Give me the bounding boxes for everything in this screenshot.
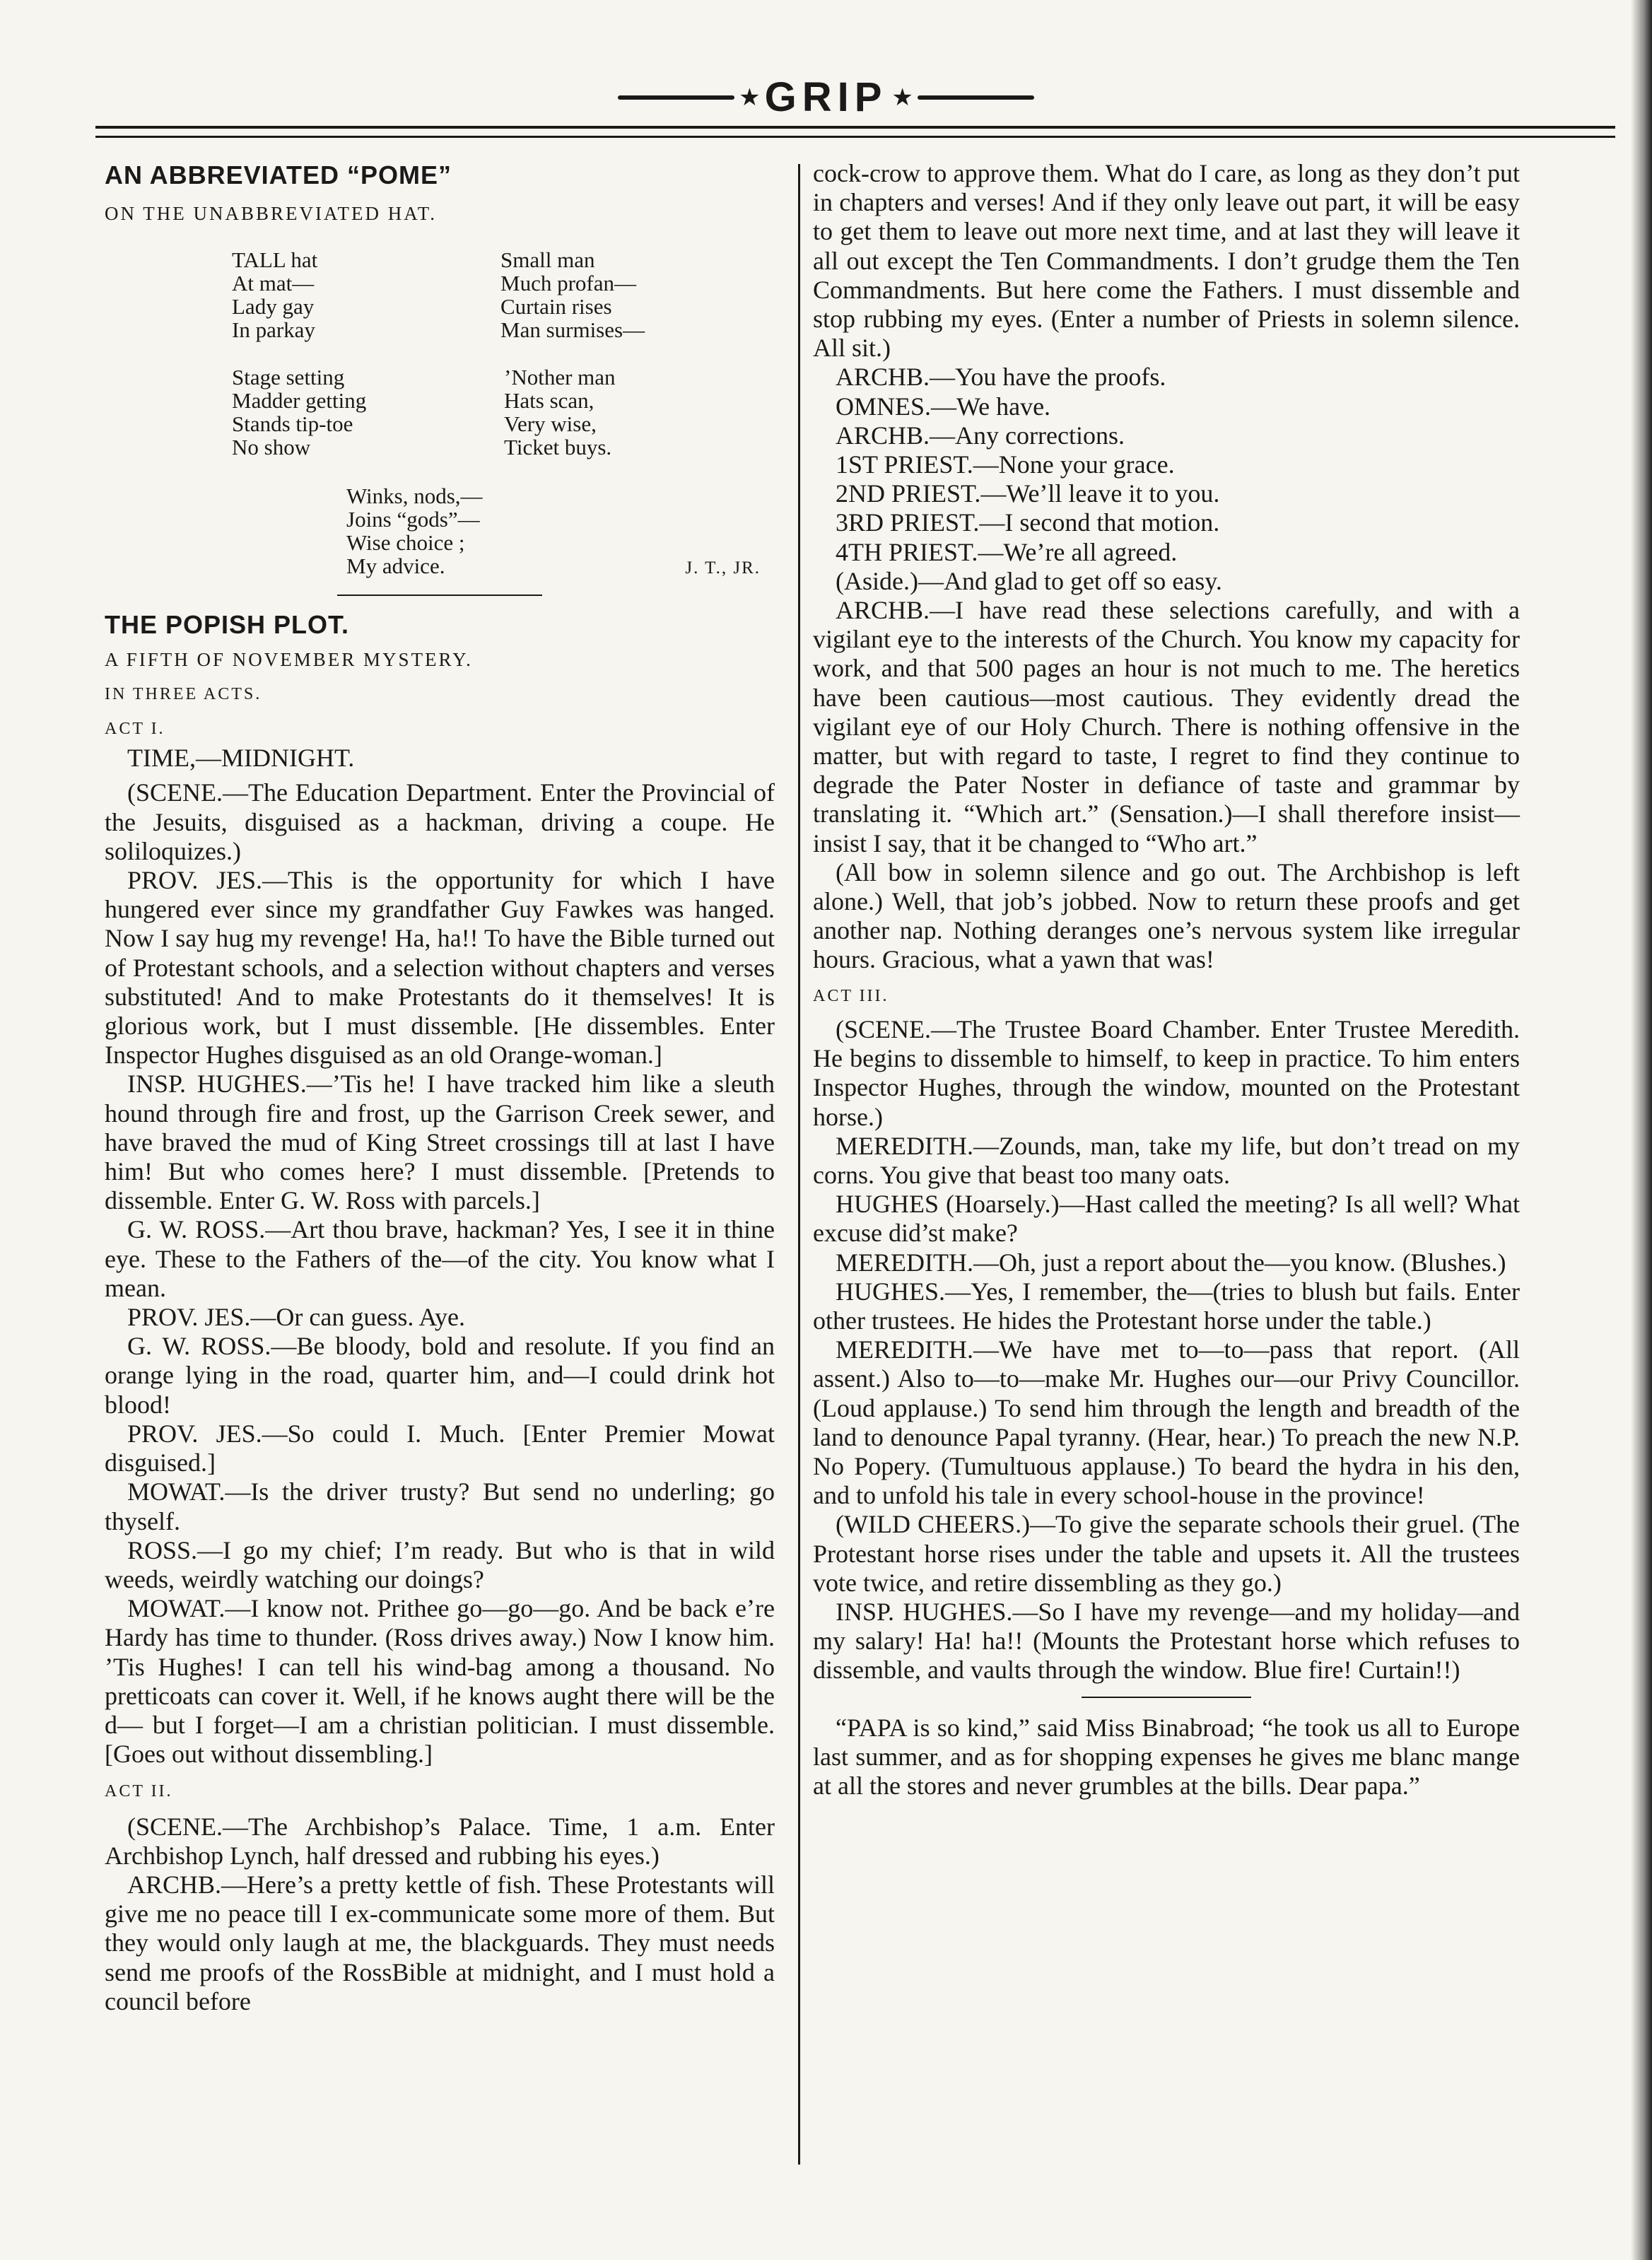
act-1-heading: ACT I. bbox=[105, 720, 165, 739]
header-rule bbox=[95, 126, 1615, 129]
verse-line: Madder getting bbox=[232, 388, 367, 414]
act-2-line: OMNES.—We have. bbox=[836, 392, 1051, 421]
pome-subtitle: ON THE UNABBREVIATED HAT. bbox=[105, 203, 437, 225]
act-3-paragraph: HUGHES (Hoarsely.)—Hast called the meeting? Is all well? What excuse did’st make? bbox=[813, 1190, 1520, 1248]
act-2-heading: ACT II. bbox=[105, 1782, 173, 1801]
act-3-paragraph: MEREDITH.—We have met to—to—pass that report. (All assent.) Also to—to—make Mr. Hughes our—our Privy Councillor. (Loud applause.) To send him through the length and breadth of the land to denounce Papal tyranny. (Hear, hear.) To preach the new N.P. No Popery. (Tumultuous applause.) To beard the hydra in his den, and to unfold his tale in every school-house in the province! bbox=[813, 1335, 1520, 1510]
act-2-line: 2ND PRIEST.—We’ll leave it to you. bbox=[836, 479, 1220, 508]
verse-line: Lady gay bbox=[232, 294, 315, 320]
act-1-paragraph: MOWAT.—Is the driver trusty? But send no underling; go thyself. bbox=[105, 1477, 775, 1535]
stanza-2-right bbox=[504, 365, 616, 459]
act-1-paragraph: PROV. JES.—This is the opportunity for which I have hungered ever since my grandfather Guy Fawkes was hanged. Now I say hug my revenge! Ha, ha!! To have the Bible turned out of Protestant schools, and a selection without chapters and verses substituted! And to make Protestants do it themselves! It is glorious work, but I must dissemble. [He dissembles. Enter Inspector Hughes disguised as an old Orange-woman.] bbox=[105, 866, 775, 1070]
act-1-paragraph: G. W. ROSS.—Art thou brave, hackman? Yes, I see it in thine eye. These to the Fathers of the—of the city. You know what I mean. bbox=[105, 1215, 775, 1302]
act-1-paragraph: PROV. JES.—So could I. Much. [Enter Premier Mowat disguised.] bbox=[105, 1419, 775, 1477]
pome-title: AN ABBREVIATED “POME” bbox=[105, 160, 452, 189]
verse-line: No show bbox=[232, 435, 311, 460]
plot-subtitle: A FIFTH OF NOVEMBER MYSTERY. bbox=[105, 648, 473, 670]
star-icon: ★ bbox=[891, 84, 913, 111]
act-3-paragraph: MEREDITH.—Zounds, man, take my life, but don’t tread on my corns. You give that beast too many oats. bbox=[813, 1131, 1520, 1189]
act-2-paragraph: ARCHB.—I have read these selections carefully, and with a vigilant eye to the interests of the Church. You know my capacity for work, and that 500 pages an hour is not much to me. The heretics have been cautious—most cautious. They evidently dread the vigilant eye of our Holy Church. There is nothing offensive in the matter, but with regard to taste, I regret to find they continue to degrade the Pater Noster in defiance of taste and grammar by translating it. “Which art.” (Sensation.)—I shall therefore insist—insist I say, that it be changed to “Who art.” bbox=[813, 596, 1520, 857]
stanza-2-left bbox=[232, 365, 366, 459]
act-2-line: 1ST PRIEST.—None your grace. bbox=[836, 450, 1175, 479]
verse-line: Ticket buys. bbox=[504, 435, 612, 460]
act-3-paragraph: HUGHES.—Yes, I remember, the—(tries to blush but fails. Enter other trustees. He hides the Protestant horse under the table.) bbox=[813, 1277, 1520, 1335]
act-2-line: ARCHB.—You have the proofs. bbox=[836, 363, 1166, 392]
papa-anecdote: “PAPA is so kind,” said Miss Binabroad; “he took us all to Europe last summer, and as for shopping expenses he gives me blanc mange at all the stores and never grumbles at the bills. Dear papa.” bbox=[813, 1713, 1520, 1800]
act-3-paragraph: (SCENE.—The Trustee Board Chamber. Enter Trustee Meredith. He begins to dissemble to himself, to keep in practice. To him enters Inspector Hughes, through the window, mounted on the Protestant horse.) bbox=[813, 1014, 1520, 1131]
act-2-line: 4TH PRIEST.—We’re all agreed. bbox=[836, 537, 1178, 566]
stanza-1-right bbox=[500, 248, 645, 341]
column-divider bbox=[798, 164, 800, 2165]
header-rule bbox=[95, 136, 1615, 138]
pome-signature: J. T., JR. bbox=[685, 558, 761, 578]
verse-line: At mat— bbox=[232, 271, 315, 296]
verse-line: My advice. bbox=[346, 554, 445, 579]
page-edge-shadow bbox=[1631, 0, 1652, 2260]
verse-line: TALL hat bbox=[232, 247, 318, 273]
right-column bbox=[813, 159, 1520, 1801]
act-3-heading: ACT III. bbox=[813, 986, 889, 1005]
verse-line: Very wise, bbox=[504, 411, 597, 437]
plot-acts-line: IN THREE ACTS. bbox=[105, 684, 262, 703]
act-1-time: TIME,—MIDNIGHT. bbox=[127, 744, 355, 773]
star-icon: ★ bbox=[739, 84, 761, 111]
verse-line: Much profan— bbox=[500, 271, 636, 296]
stanza-3 bbox=[346, 484, 483, 578]
act-1-paragraph: G. W. ROSS.—Be bloody, bold and resolute. If you find an orange lying in the road, quarter him, and—I could drink hot blood! bbox=[105, 1332, 775, 1419]
act-2-paragraph: (SCENE.—The Archbishop’s Palace. Time, 1 a.m. Enter Archbishop Lynch, half dressed and rubbing his eyes.) bbox=[105, 1812, 775, 1870]
pome-verses bbox=[105, 228, 775, 596]
act-1-paragraph: PROV. JES.—Or can guess. Aye. bbox=[127, 1303, 466, 1332]
verse-line: Stands tip-toe bbox=[232, 411, 353, 437]
verse-line: Small man bbox=[500, 247, 595, 273]
verse-line: In parkay bbox=[232, 317, 315, 343]
verse-line: Stage setting bbox=[232, 365, 345, 390]
masthead-title: GRIP bbox=[764, 74, 888, 120]
verse-line: Wise choice ; bbox=[346, 530, 465, 556]
section-divider bbox=[1082, 1697, 1251, 1698]
act-2-paragraph: ARCHB.—Here’s a pretty kettle of fish. These Protestants will give me no peace till I ex-communicate some more of them. But they would only laugh at me, the blackguards. They must needs send me proofs of the RossBible at midnight, and I must hold a council before bbox=[105, 1870, 775, 2015]
verse-line: Winks, nods,— bbox=[346, 484, 483, 509]
act-2-line: (Aside.)—And glad to get off so easy. bbox=[836, 566, 1222, 595]
masthead-rule-left bbox=[618, 95, 734, 100]
masthead bbox=[0, 74, 1652, 121]
verse-line: Hats scan, bbox=[504, 388, 594, 414]
act-1-paragraph: INSP. HUGHES.—’Tis he! I have tracked him like a sleuth hound through fire and frost, up the Garrison Creek sewer, and have braved the mud of King Street crossings till at last I have him! But who comes here? I must dissemble. [Pretends to dissemble. Enter G. W. Ross with parcels.] bbox=[105, 1070, 775, 1215]
act-1-paragraph: ROSS.—I go my chief; I’m ready. But who is that in wild weeds, weirdly watching our doings? bbox=[105, 1535, 775, 1593]
act-1-paragraph: MOWAT.—I know not. Prithee go—go—go. And be back e’re Hardy has time to thunder. (Ross drives away.) Now I know him. ’Tis Hughes! I can tell his wind-bag among a thousand. No pretticoats can cover it. Well, if he knows aught there will be the d— but I forget—I am a christian politician. I must dissemble. [Goes out without dissembling.] bbox=[105, 1594, 775, 1769]
act-1-paragraph: (SCENE.—The Education Department. Enter the Provincial of the Jesuits, disguised as a hackman, driving a coupe. He soliloquizes.) bbox=[105, 778, 775, 865]
act-3-paragraph: MEREDITH.—Oh, just a report about the—you know. (Blushes.) bbox=[836, 1248, 1506, 1277]
act-2-line: 3RD PRIEST.—I second that motion. bbox=[836, 508, 1220, 537]
plot-title: THE POPISH PLOT. bbox=[105, 610, 350, 640]
verse-line: ’Nother man bbox=[504, 365, 616, 390]
verse-line: Joins “gods”— bbox=[346, 507, 480, 532]
verse-line: Man surmises— bbox=[500, 317, 645, 343]
act-3-paragraph: INSP. HUGHES.—So I have my revenge—and my holiday—and my salary! Ha! ha!! (Mounts the Protestant horse which refuses to dissemble, and vaults through the window. Blue fire! Curtain!!) bbox=[813, 1597, 1520, 1685]
act-2-paragraph: cock-crow to approve them. What do I care, as long as they don’t put in chapters and verses! And if they only leave out part, it will be easy to get them to leave out more next time, and at last they will leave it all out except the Ten Commandments. I don’t grudge them the Ten Commandments. But here come the Fathers. I must dissemble and stop rubbing my eyes. (Enter a number of Priests in solemn silence. All sit.) bbox=[813, 159, 1520, 363]
act-2-paragraph: (All bow in solemn silence and go out. The Archbishop is left alone.) Well, that job’s jobbed. Now to return these proofs and get another nap. Nothing deranges one’s nervous system like irregular hours. Gracious, what a yawn that was! bbox=[813, 857, 1520, 974]
act-3-paragraph: (WILD CHEERS.)—To give the separate schools their gruel. (The Protestant horse rises under the table and upsets it. All the trustees vote twice, and retire dissembling as they go.) bbox=[813, 1510, 1520, 1597]
stanza-1-left bbox=[232, 248, 317, 341]
act-2-line: ARCHB.—Any corrections. bbox=[836, 421, 1125, 450]
left-column bbox=[105, 159, 775, 2016]
masthead-rule-right bbox=[918, 95, 1034, 100]
verse-line: Curtain rises bbox=[500, 294, 612, 320]
